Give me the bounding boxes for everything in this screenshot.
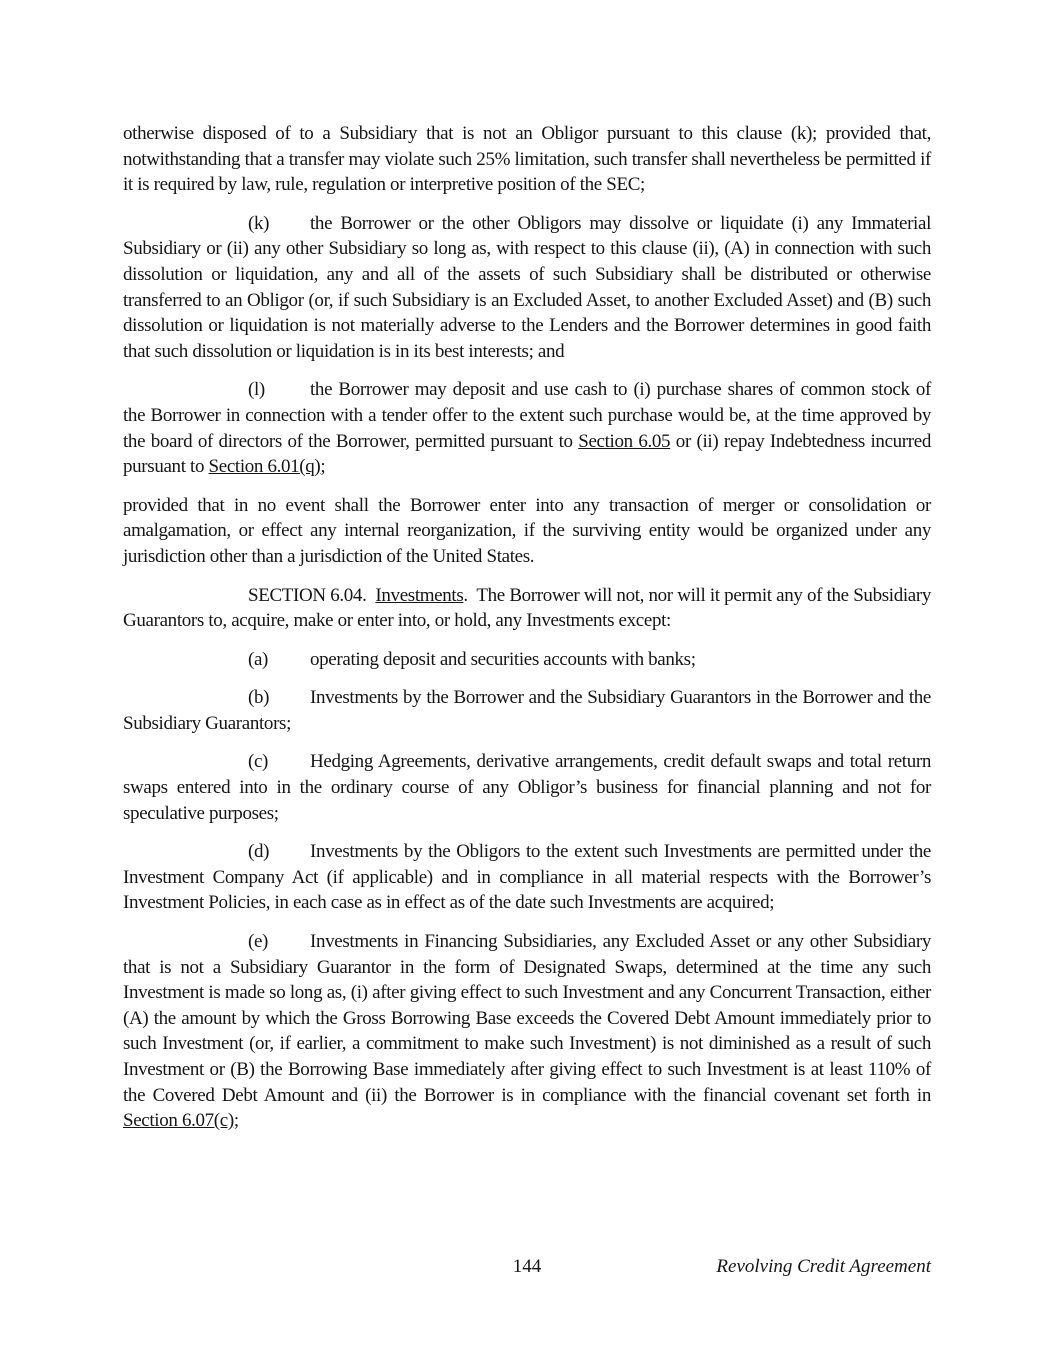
body-text: Hedging Agreements, derivative arrangements, credit default swaps and total return swaps entered into in the ordinary course of any Obligor’s business for financial planning and not for speculative purposes; [123, 751, 931, 824]
clause-label: (a) [248, 648, 269, 670]
clause-a [123, 647, 931, 673]
section-ref-6-05: Section 6.05 [578, 430, 671, 452]
paragraph-continuation [123, 121, 931, 198]
clause-label: (l) [248, 379, 265, 401]
document-content [123, 121, 931, 1134]
page-number: 144 [512, 1256, 542, 1277]
body-text: the Borrower or the other Obligors may dissolve or liquidate (i) any Immaterial Subsidiary or (ii) any other Subsidiary so long as, with respect to this clause (ii), (A) in connection with such dissolution or liquidation, any and all of the assets of such Subsidiary shall be distributed or otherwise transferred to an Obligor (or, if such Subsidiary is an Excluded Asset, to another Excluded Asset) and (B) such dissolution or liquidation is not materially adverse to the Lenders and the Borrower determines in good faith that such dissolution or liquidation is in its best interests; and [123, 212, 931, 362]
body-text: ; [233, 1110, 239, 1132]
clause-l [123, 377, 931, 479]
proviso-paragraph [123, 493, 931, 570]
body-text: Investments by the Borrower and the Subsidiary Guarantors in the Borrower and the Subsidiary Guarantors; [123, 687, 931, 734]
body-text: Investments in Financing Subsidiaries, any Excluded Asset or any other Subsidiary that is not a Subsidiary Guarantor in the form of Designated Swaps, determined at the time any such Investment is made so long as, (i) after giving effect to such Investment and any Concurrent Transaction, either (A) the amount by which the Gross Borrowing Base exceeds the Covered Debt Amount immediately prior to such Investment (or, if earlier, a commitment to make such Investment) is not diminished as a result of such Investment or (B) the Borrowing Base immediately after giving effect to such Investment is at least 110% of the Covered Debt Amount and (ii) the Borrower is in compliance with the financial covenant set forth in [123, 931, 931, 1106]
clause-c [123, 749, 931, 826]
clause-b [123, 685, 931, 736]
section-6-04-paragraph [123, 583, 931, 634]
section-title-investments: Investments [375, 584, 464, 606]
section-heading-text: SECTION 6.04. [248, 584, 376, 606]
body-text: the Borrower may deposit and use cash to (i) purchase shares of common stock of the Borrower in connection with a tender offer to the extent such purchase would be, at the time approved by the board of directors of the Borrower, permitted pursuant to [123, 379, 931, 452]
clause-e [123, 929, 931, 1134]
body-text: . The Borrower will not, nor will it permit any of the Subsidiary Guarantors to, acquire, make or enter into, or hold, any Investments except: [123, 584, 931, 632]
body-text: provided that in no event shall the Borrower enter into any transaction of merger or consolidation or amalgamation, or effect any internal reorganization, if the surviving entity would be organized under any jurisdiction other than a jurisdiction of the United States. [123, 494, 931, 567]
clause-label: (e) [248, 931, 269, 953]
section-ref-6-01-q: Section 6.01(q) [208, 456, 321, 478]
page-footer [123, 1254, 931, 1284]
footer-document-title: Revolving Credit Agreement [716, 1256, 931, 1277]
clause-k [123, 211, 931, 365]
body-text: or (ii) repay Indebtedness incurred pursuant to [123, 430, 931, 478]
clause-label: (k) [248, 212, 270, 234]
body-text: otherwise disposed of to a Subsidiary that is not an Obligor pursuant to this clause (k); provided that, notwithstanding that a transfer may violate such 25% limitation, such transfer shall nevertheless be permitted if it is required by law, rule, regulation or interpretive position of the SEC; [123, 123, 931, 196]
body-text: ; [320, 456, 326, 478]
body-text: operating deposit and securities accounts with banks; [310, 648, 696, 670]
section-ref-6-07-c: Section 6.07(c) [123, 1110, 234, 1132]
clause-label: (c) [248, 751, 269, 773]
body-text: Investments by the Obligors to the extent such Investments are permitted under the Investment Company Act (if applicable) and in compliance in all material respects with the Borrower’s Investment Policies, in each case as in effect as of the date such Investments are acquired; [123, 841, 931, 914]
clause-label: (b) [248, 687, 270, 709]
clause-d [123, 839, 931, 916]
clause-label: (d) [248, 841, 270, 863]
